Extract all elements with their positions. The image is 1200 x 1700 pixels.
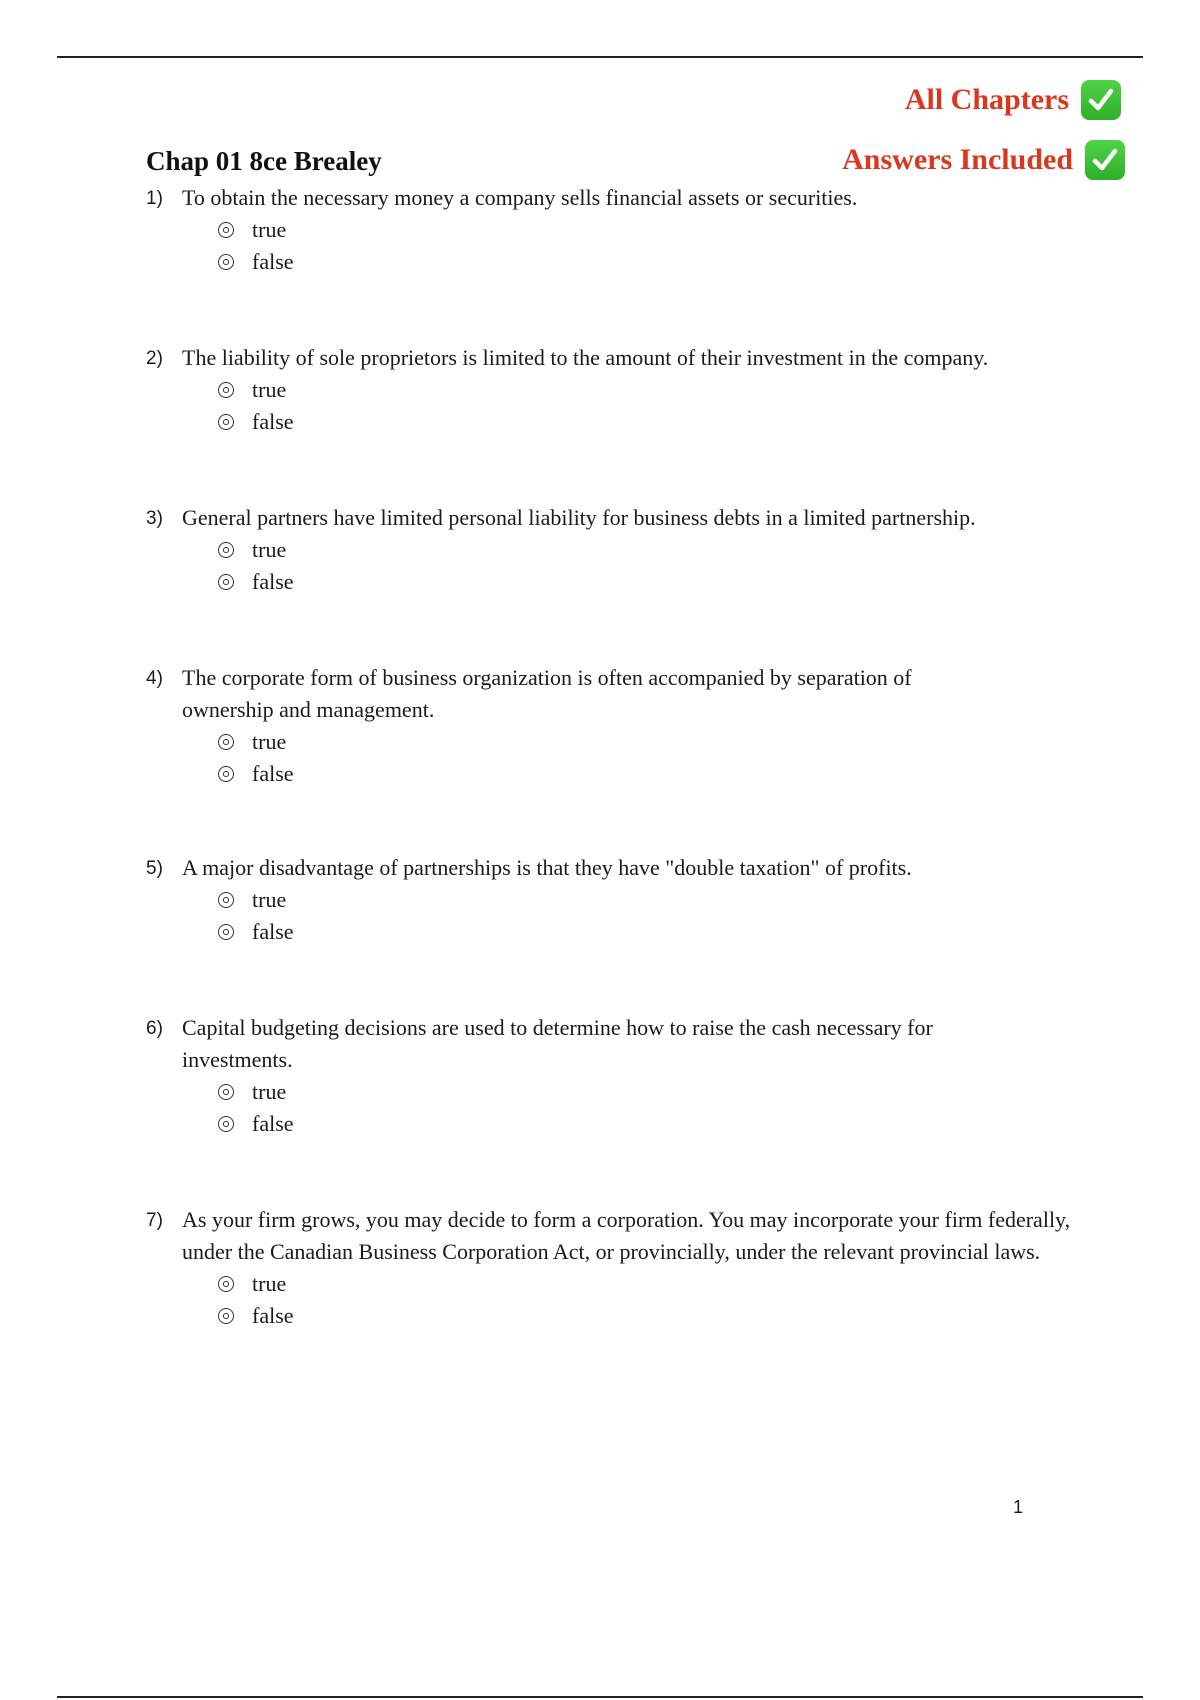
radio-icon[interactable] xyxy=(218,892,234,908)
option-true[interactable] xyxy=(218,1268,1086,1300)
option-false[interactable] xyxy=(218,1300,1086,1332)
page-number: 1 xyxy=(1013,1497,1024,1517)
question-text: To obtain the necessary money a company sells financial assets or securities. xyxy=(182,185,858,210)
question-number: 2) xyxy=(146,348,163,369)
question-text: General partners have limited personal liability for business debts in a limited partnership. xyxy=(182,505,976,530)
question-3 xyxy=(146,506,1086,598)
option-false[interactable] xyxy=(218,758,1086,790)
radio-icon[interactable] xyxy=(218,542,234,558)
option-label: false xyxy=(252,569,294,594)
option-false[interactable] xyxy=(218,406,1086,438)
radio-icon[interactable] xyxy=(218,222,234,238)
question-4 xyxy=(146,666,1086,790)
option-label: true xyxy=(252,537,287,562)
option-label: false xyxy=(252,761,294,786)
radio-icon[interactable] xyxy=(218,1084,234,1100)
option-true[interactable] xyxy=(218,374,1086,406)
bottom-rule xyxy=(57,1696,1143,1698)
radio-icon[interactable] xyxy=(218,766,234,782)
all-chapters-banner xyxy=(905,80,1121,120)
option-true[interactable] xyxy=(218,726,1086,758)
option-true[interactable] xyxy=(218,1076,1086,1108)
question-number: 6) xyxy=(146,1018,163,1039)
question-number: 3) xyxy=(146,508,163,529)
radio-icon[interactable] xyxy=(218,382,234,398)
question-text: As your firm grows, you may decide to form a corporation. You may incorporate your firm federally, under the Canadian Business Corporation Act, or provincially, under the relevant provincial laws. xyxy=(182,1207,1071,1264)
option-false[interactable] xyxy=(218,246,1086,278)
question-2 xyxy=(146,346,1086,438)
question-text: Capital budgeting decisions are used to determine how to raise the cash necessary for investments. xyxy=(182,1015,933,1072)
option-false[interactable] xyxy=(218,916,1086,948)
option-false[interactable] xyxy=(218,566,1086,598)
option-label: false xyxy=(252,249,294,274)
question-text: The corporate form of business organization is often accompanied by separation of ownership and management. xyxy=(182,665,912,722)
top-rule xyxy=(57,56,1143,58)
question-text: A major disadvantage of partnerships is that they have "double taxation" of profits. xyxy=(182,855,912,880)
document-title: Chap 01 8ce Brealey xyxy=(146,146,382,176)
option-label: false xyxy=(252,1111,294,1136)
option-label: true xyxy=(252,1271,287,1296)
option-label: true xyxy=(252,217,287,242)
radio-icon[interactable] xyxy=(218,1308,234,1324)
radio-icon[interactable] xyxy=(218,254,234,270)
answers-included-banner xyxy=(842,140,1125,180)
option-true[interactable] xyxy=(218,534,1086,566)
question-number: 1) xyxy=(146,188,163,209)
question-number: 7) xyxy=(146,1210,163,1231)
question-number: 5) xyxy=(146,858,163,879)
option-label: false xyxy=(252,1303,294,1328)
banner-text-answers-included: Answers Included xyxy=(842,143,1073,176)
radio-icon[interactable] xyxy=(218,1116,234,1132)
radio-icon[interactable] xyxy=(218,734,234,750)
option-true[interactable] xyxy=(218,214,1086,246)
radio-icon[interactable] xyxy=(218,1276,234,1292)
banner-text-all-chapters: All Chapters xyxy=(904,83,1069,116)
question-number: 4) xyxy=(146,668,163,689)
green-check-icon xyxy=(1081,80,1121,120)
option-label: true xyxy=(252,377,287,402)
question-6 xyxy=(146,1016,1086,1140)
green-check-icon xyxy=(1085,140,1125,180)
option-label: true xyxy=(252,729,287,754)
radio-icon[interactable] xyxy=(218,924,234,940)
question-text: The liability of sole proprietors is limited to the amount of their investment in the company. xyxy=(182,345,989,370)
question-7 xyxy=(146,1208,1086,1332)
option-label: false xyxy=(252,409,294,434)
option-false[interactable] xyxy=(218,1108,1086,1140)
option-label: true xyxy=(252,887,287,912)
radio-icon[interactable] xyxy=(218,414,234,430)
option-true[interactable] xyxy=(218,884,1086,916)
question-5 xyxy=(146,856,1086,948)
question-1 xyxy=(146,186,1086,278)
radio-icon[interactable] xyxy=(218,574,234,590)
option-label: false xyxy=(252,919,294,944)
option-label: true xyxy=(252,1079,287,1104)
